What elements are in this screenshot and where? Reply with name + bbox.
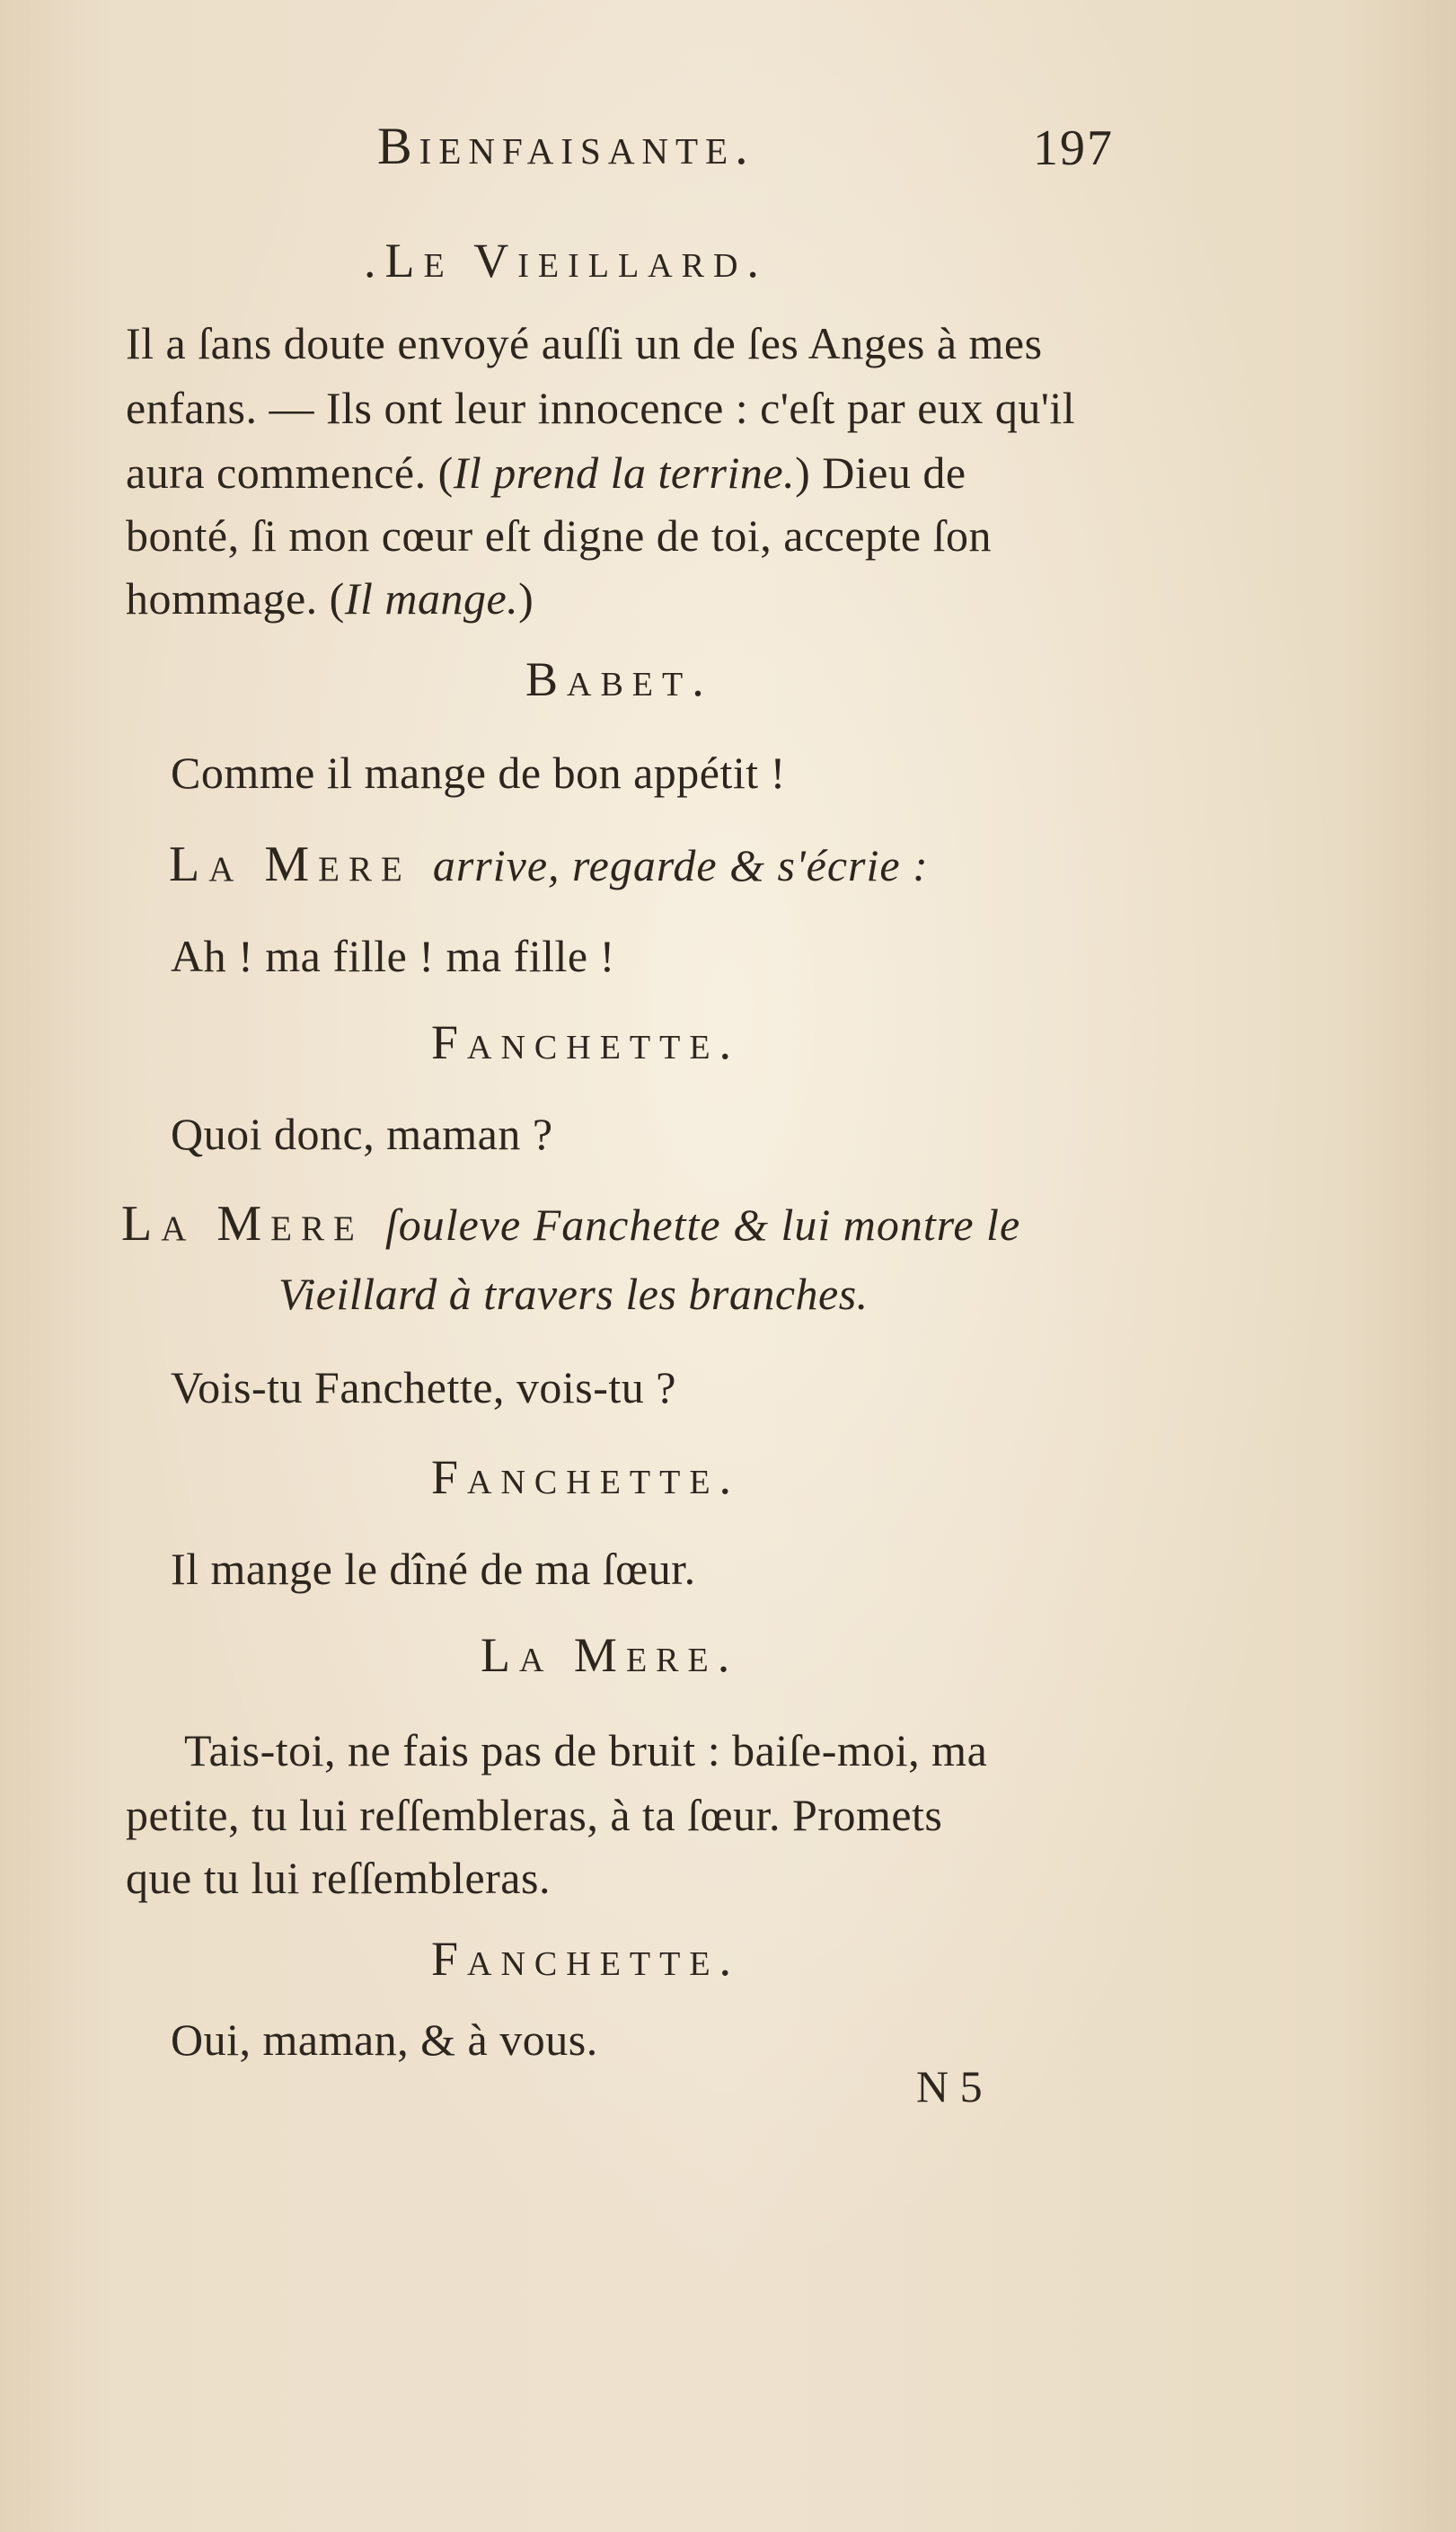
- speech-line: petite, tu lui reſſembleras, à ta ſœur. Promets: [126, 1790, 943, 1840]
- speech-line: Oui, maman, & à vous.: [171, 2014, 598, 2065]
- speaker-la-mere-with-direction: [121, 1195, 1020, 1253]
- speech-line: enfans. — Ils ont leur innocence : c'eſt par eux qu'il: [126, 383, 1076, 433]
- text-before: hommage. (: [126, 573, 345, 624]
- speaker-le-vieillard: .Le Vieillard.: [364, 234, 768, 288]
- speaker-fanchette: Fanchette.: [431, 1450, 741, 1504]
- speech-line: Il a ſans doute envoyé auſſi un de ſes Anges à mes: [126, 318, 1043, 368]
- signature-mark: N 5: [916, 2061, 983, 2111]
- speech-line: Quoi donc, maman ?: [171, 1109, 553, 1159]
- speaker-la-mere: La Mere.: [481, 1628, 739, 1682]
- speaker-fanchette: Fanchette.: [431, 1015, 741, 1069]
- speech-line-with-direction: [126, 571, 534, 625]
- stage-direction: Il prend la terrine.: [453, 447, 796, 498]
- speaker-babet: Babet.: [525, 652, 713, 706]
- speaker-name: La Mere: [121, 1196, 364, 1252]
- speaker-la-mere-with-direction: [169, 836, 929, 894]
- speech-line: Tais-toi, ne fais pas de bruit : baiſe-moi, ma: [184, 1725, 988, 1775]
- speaker-name: La Mere: [169, 837, 411, 892]
- speech-line-with-direction: [126, 446, 966, 500]
- speech-line: Il mange le dîné de ma ſœur.: [171, 1544, 696, 1594]
- text-before: aura commencé. (: [126, 447, 454, 498]
- text-after: ) Dieu de: [795, 447, 966, 498]
- speech-line: Comme il mange de bon appétit !: [171, 748, 786, 798]
- speaker-fanchette: Fanchette.: [431, 1932, 741, 1986]
- speech-line: Ah ! ma fille ! ma fille !: [171, 931, 615, 981]
- running-title: Bienfaisante.: [377, 117, 755, 175]
- stage-direction: arrive, regarde & s'écrie :: [432, 840, 929, 890]
- stage-direction: ſouleve Fanchette & lui montre le: [384, 1200, 1021, 1250]
- speech-line: bonté, ſi mon cœur eſt digne de toi, accepte ſon: [126, 510, 992, 561]
- stage-direction-line: Vieillard à travers les branches.: [278, 1269, 869, 1319]
- speech-line: Vois-tu Fanchette, vois-tu ?: [171, 1362, 676, 1412]
- speech-line: que tu lui reſſembleras.: [126, 1853, 551, 1903]
- stage-direction: Il mange.: [344, 573, 519, 624]
- text-after: ): [518, 573, 534, 624]
- page-number: 197: [1033, 120, 1114, 176]
